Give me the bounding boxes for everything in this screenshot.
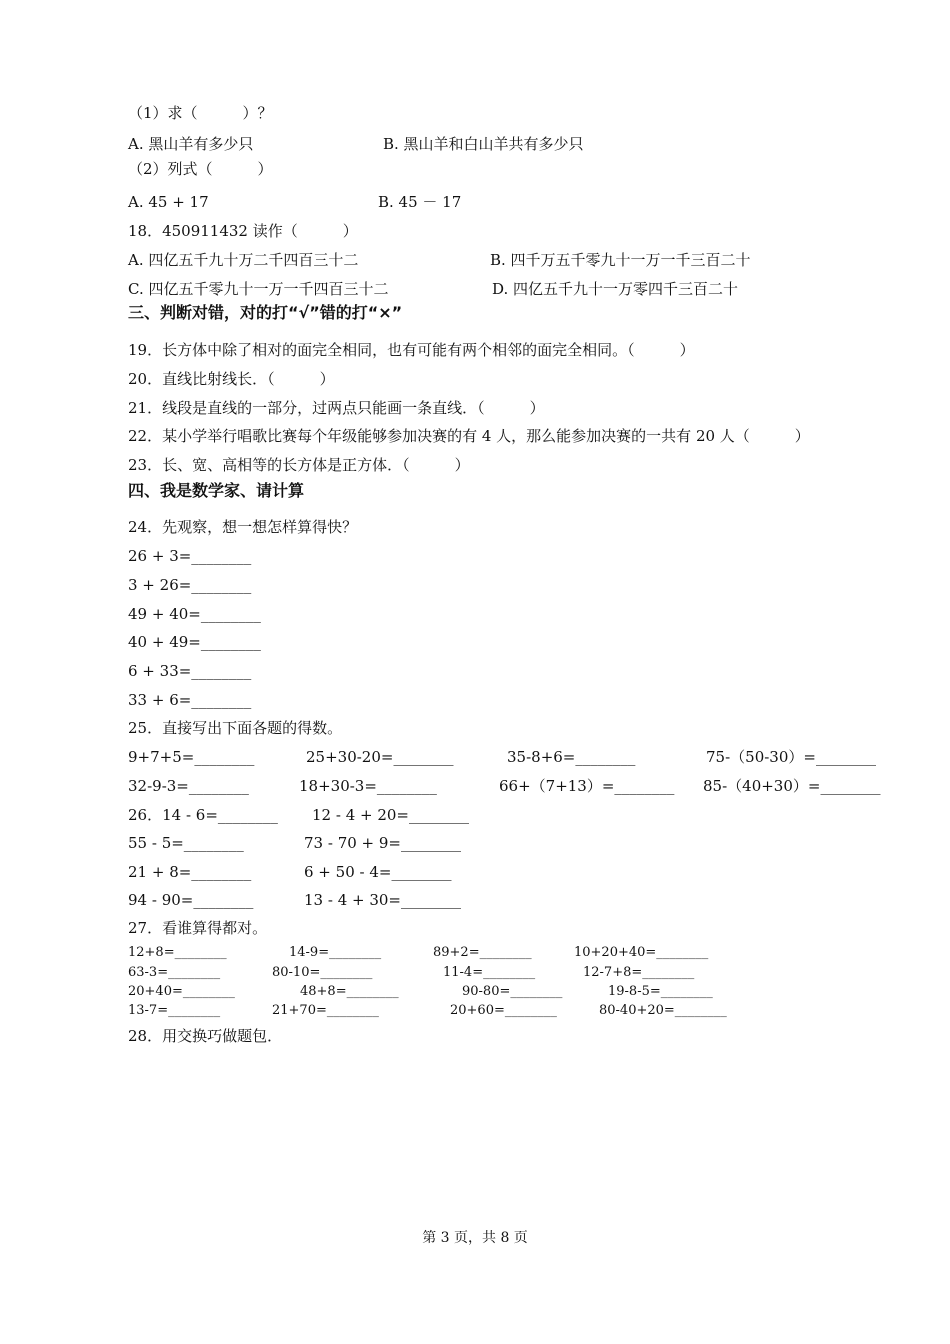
q24-item: 40 + 49=________ bbox=[128, 633, 261, 651]
q27-item: 19-8-5=________ bbox=[608, 984, 713, 999]
q17-sub2-stem: （2）列式（ ） bbox=[128, 160, 273, 178]
q24-item: 49 + 40=________ bbox=[128, 605, 261, 623]
q22: 22．某小学举行唱歌比赛每个年级能够参加决赛的有 4 人，那么能参加决赛的一共有 20 人（ ） bbox=[128, 427, 810, 445]
q25-item: 35-8+6=________ bbox=[507, 748, 636, 766]
q27-item: 12-7+8=________ bbox=[583, 965, 695, 980]
q25-item: 18+30-3=________ bbox=[299, 777, 437, 795]
q27-item: 63-3=________ bbox=[128, 965, 221, 980]
q27-item: 89+2=________ bbox=[433, 945, 532, 960]
q27-item: 20+40=________ bbox=[128, 984, 235, 999]
q21: 21．线段是直线的一部分，过两点只能画一条直线．（ ） bbox=[128, 399, 545, 417]
q24-item: 6 + 33=________ bbox=[128, 662, 252, 680]
q25-item: 25+30-20=________ bbox=[306, 748, 454, 766]
q17-sub2-option-b[interactable]: B. 45 － 17 bbox=[378, 193, 462, 211]
q25-item: 85-（40+30）=________ bbox=[703, 777, 881, 795]
page-footer: 第 3 页，共 8 页 bbox=[422, 1230, 528, 1246]
q17-sub1-stem: （1）求（ ）？ bbox=[128, 104, 273, 122]
q27-item: 12+8=________ bbox=[128, 945, 227, 960]
q26-item: 21 + 8=________ bbox=[128, 863, 252, 881]
q18-option-b[interactable]: B. 四千万五千零九十一万一千三百二十 bbox=[490, 251, 751, 269]
q23: 23．长、宽、高相等的长方体是正方体．（ ） bbox=[128, 456, 470, 474]
q25-item: 75-（50-30）=________ bbox=[706, 748, 876, 766]
q27-item: 20+60=________ bbox=[450, 1003, 557, 1018]
q26-item: 6 + 50 - 4=________ bbox=[304, 863, 452, 881]
q24-item: 3 + 26=________ bbox=[128, 576, 252, 594]
q17-sub1-option-a[interactable]: A. 黑山羊有多少只 bbox=[128, 135, 254, 153]
q25-item: 9+7+5=________ bbox=[128, 748, 255, 766]
section3-title: 三、判断对错，对的打“√”错的打“×” bbox=[128, 303, 403, 322]
q24-item: 33 + 6=________ bbox=[128, 691, 252, 709]
q26-item: 26．14 - 6=________ bbox=[128, 806, 278, 824]
section4-title: 四、我是数学家、请计算 bbox=[128, 481, 305, 500]
q26-item: 13 - 4 + 30=________ bbox=[304, 891, 461, 909]
q25-stem: 25．直接写出下面各题的得数。 bbox=[128, 719, 343, 737]
q20: 20．直线比射线长．（ ） bbox=[128, 370, 335, 388]
q24-item: 26 + 3=________ bbox=[128, 547, 252, 565]
q26-item: 12 - 4 + 20=________ bbox=[312, 806, 469, 824]
q27-item: 80-10=________ bbox=[272, 965, 373, 980]
q18-option-a[interactable]: A. 四亿五千九十万二千四百三十二 bbox=[128, 251, 359, 269]
q27-item: 90-80=________ bbox=[462, 984, 563, 999]
q17-sub2-option-a[interactable]: A. 45 + 17 bbox=[128, 193, 209, 211]
q27-item: 13-7=________ bbox=[128, 1003, 221, 1018]
q27-item: 14-9=________ bbox=[289, 945, 382, 960]
q27-item: 80-40+20=________ bbox=[599, 1003, 727, 1018]
q27-item: 21+70=________ bbox=[272, 1003, 379, 1018]
q25-item: 66+（7+13）=________ bbox=[499, 777, 675, 795]
q27-item: 48+8=________ bbox=[300, 984, 399, 999]
q27-item: 11-4=________ bbox=[443, 965, 536, 980]
q28: 28．用交换巧做题包． bbox=[128, 1027, 283, 1045]
q24-stem: 24．先观察，想一想怎样算得快？ bbox=[128, 518, 358, 536]
q26-item: 73 - 70 + 9=________ bbox=[304, 834, 461, 852]
q17-sub1-option-b[interactable]: B. 黑山羊和白山羊共有多少只 bbox=[383, 135, 584, 153]
q25-item: 32-9-3=________ bbox=[128, 777, 249, 795]
q18-option-c[interactable]: C. 四亿五千零九十一万一千四百三十二 bbox=[128, 280, 389, 298]
q26-item: 55 - 5=________ bbox=[128, 834, 244, 852]
q19: 19．长方体中除了相对的面完全相同，也有可能有两个相邻的面完全相同。（ ） bbox=[128, 341, 695, 359]
q27-item: 10+20+40=________ bbox=[574, 945, 709, 960]
q27-stem: 27．看谁算得都对。 bbox=[128, 919, 268, 937]
q26-item: 94 - 90=________ bbox=[128, 891, 254, 909]
q18-option-d[interactable]: D. 四亿五千九十一万零四千三百二十 bbox=[492, 280, 739, 298]
q18-stem: 18．450911432 读作（ ） bbox=[128, 222, 358, 240]
